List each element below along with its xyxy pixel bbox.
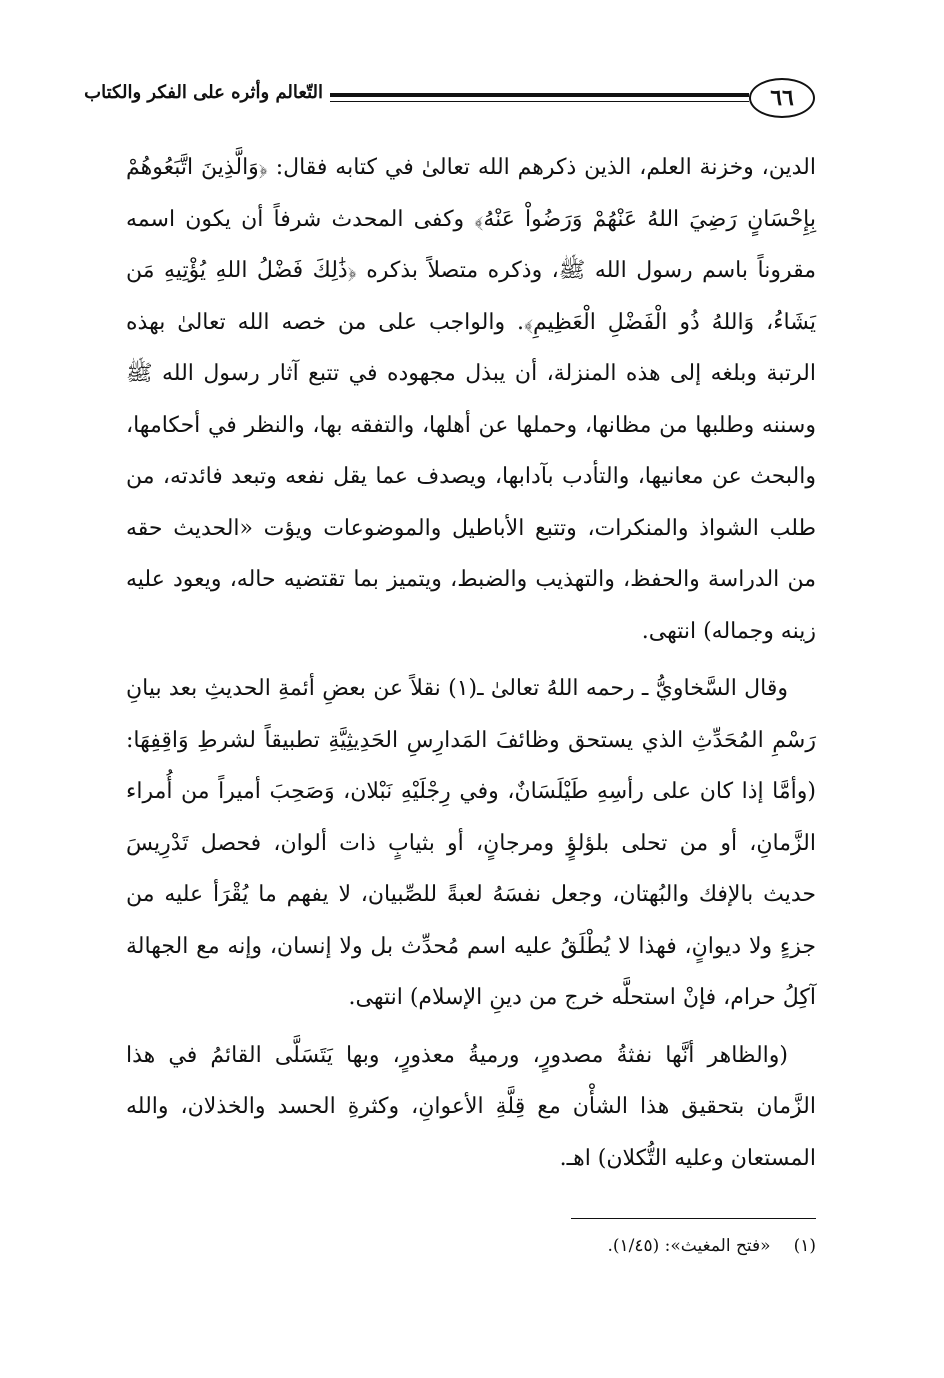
page-number: ٦٦ [749,78,815,118]
header-rule-thick [330,93,749,97]
paragraph-2: وقال السَّخاويُّ ـ رحمه اللهُ تعالىٰ ـ(١) نقلاً عن بعضِ أئمةِ الحديثِ بعد بيانِ رَسْمِ المُحَدِّثِ الذي يستحق وظائفَ المَدارِسِ الحَدِيثِيَّةِ تطبيقاً لشرطِ وَاقِفِهَا: (وأمَّا إذا كان على رأسِهِ طَيْلَسَانٌ، وفي رِجْلَيْهِ نَبْلان، وَصَحِبَ أميراً من أُمراء الزَّمانِ، أو من تحلى بلؤلؤٍ ومرجانٍ، أو بثيابٍ ذات ألوان، فحصل تَدْرِيسَ حديث بالإفك والبُهتان، وجعل نفسَهُ لعبةً للصِّبيان، لا يفهم ما يُقْرَأ عليه من جزءٍ ولا ديوانٍ، فهذا لا يُطْلَقُ عليه اسم مُحدِّث بل ولا إنسان، وإنه مع الجهالة آكِلُ حرام، فإنْ استحلَّه خرج من دينِ الإسلام) انتهى. [126,676,816,1010]
running-title: التّعالم وأثره على الفكر والكتاب [84,82,323,103]
footnote-text: «فتح المغيث»: (١/٤٥). [607,1236,771,1256]
paragraph-3: (والظاهر أنَّها نفثةُ مصدورٍ، ورميةُ معذورٍ، وبها يَتَسَلَّى القائمُ في هذا الزَّمان بتحقيق هذا الشأْن مع قِلَّةِ الأعوانِ، وكثرةِ الحسد والخذلان، والله المستعان وعليه التُّكلان) اهـ. [126,1042,816,1171]
footnote [126,1236,816,1256]
body-text [126,142,816,1184]
footnote-separator [571,1218,816,1219]
header-rule-thin [330,101,749,102]
footnote-number: (١) [793,1236,816,1256]
paragraph-1: الدين، وخزنة العلم، الذين ذكرهم الله تعالىٰ في كتابه فقال: ﴿وَالَّذِينَ اتَّبَعُوهُمْ بِإِحْسَانٍ رَضِيَ اللهُ عَنْهُمْ وَرَضُواْ عَنْهُ﴾ وكفى المحدث شرفاً أن يكون اسمه مقروناً باسم رسول الله ﷺ، وذكره متصلاً بذكره ﴿ذَٰلِكَ فَضْلُ اللهِ يُؤْتِيهِ مَن يَشَاءُ، وَاللهُ ذُو الْفَضْلِ الْعَظِيمِ﴾. والواجب على من خصه الله تعالىٰ بهذه الرتبة وبلغه إلى هذه المنزلة، أن يبذل مجهوده في تتبع آثار رسول الله ﷺ وسننه وطلبها من مظانها، وحملها عن أهلها، والتفقه بها، والنظر في أحكامها، والبحث عن معانيها، والتأدب بآدابها، ويصدف عما يقل نفعه وتبعد فائدته، من طلب الشواذ والمنكرات، وتتبع الأباطيل والموضوعات ويؤت «الحديث حقه من الدراسة والحفظ، والتهذيب والضبط، ويتميز بما تقتضيه حاله، ويعود عليه زينه وجماله) انتهى. [126,155,816,644]
page-header [84,78,815,128]
